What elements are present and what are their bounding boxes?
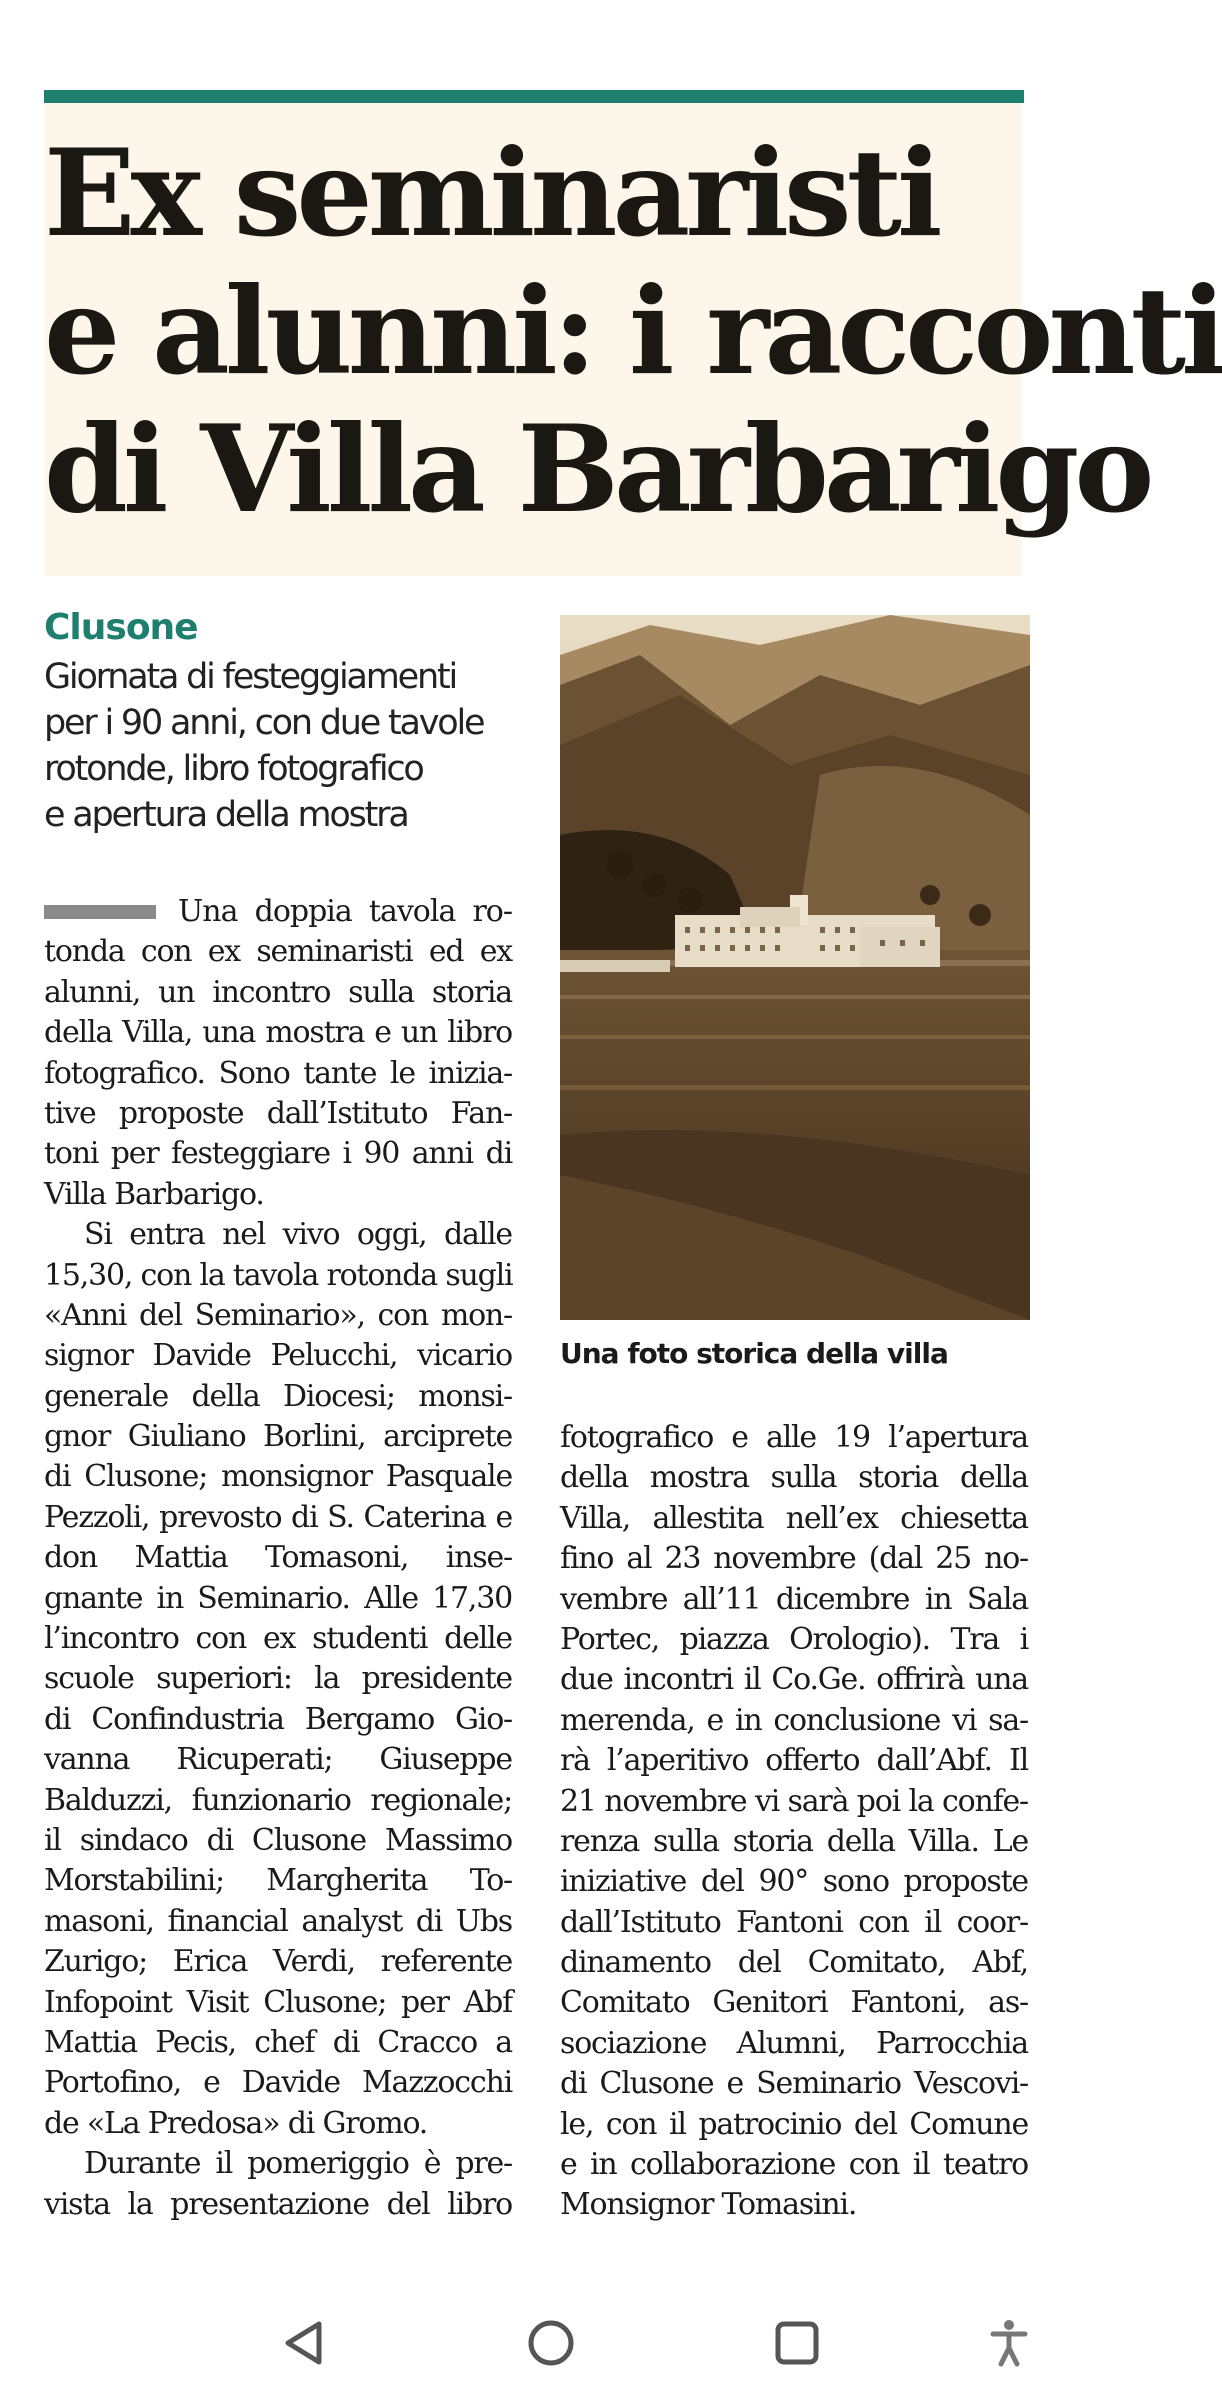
body-line: vanna Ricuperati; Giuseppe bbox=[44, 1742, 512, 1778]
body-line: le, con il patrocinio del Comune bbox=[560, 2106, 1028, 2142]
lead-line: Una doppia tavola ro- bbox=[44, 892, 512, 932]
body-line: della mostra sulla storia della bbox=[560, 1460, 1028, 1496]
subtitle-line: per i 90 anni, con due tavole bbox=[44, 703, 484, 743]
body-line: dinamento del Comitato, Abf, bbox=[560, 1945, 1028, 1981]
body-line: della Villa, una mostra e un libro bbox=[44, 1015, 512, 1051]
body-line: rà l’aperitivo offerto dall’Abf. Il bbox=[560, 1743, 1028, 1779]
body-line: Comitato Genitori Fantoni, as- bbox=[560, 1985, 1028, 2021]
body-line: di Confindustria Bergamo Gio- bbox=[44, 1701, 512, 1737]
header-accent-bar bbox=[44, 90, 1024, 103]
headline-line: Ex seminaristi bbox=[44, 123, 938, 264]
body-line: iniziative del 90° sono proposte bbox=[560, 1864, 1028, 1900]
body-line: il sindaco di Clusone Massimo bbox=[44, 1822, 512, 1858]
body-line: fino al 23 novembre (dal 25 no- bbox=[560, 1541, 1028, 1577]
body-line: e in collaborazione con il teatro bbox=[560, 2147, 1028, 2183]
photo-caption: Una foto storica della villa bbox=[560, 1337, 948, 1370]
body-column-right bbox=[560, 1418, 1028, 2226]
body-line: don Mattia Tomasoni, inse- bbox=[44, 1540, 512, 1576]
body-line: di Clusone e Seminario Vescovi- bbox=[560, 2066, 1028, 2102]
article-headline bbox=[44, 123, 1222, 540]
body-line: sociazione Alumni, Parrocchia bbox=[560, 2025, 1028, 2061]
body-line: Villa Barbarigo. bbox=[44, 1176, 264, 1212]
body-line: Zurigo; Erica Verdi, referente bbox=[44, 1944, 512, 1980]
back-triangle-icon[interactable] bbox=[268, 2308, 338, 2378]
body-line: Villa, allestita nell’ex chiesetta bbox=[560, 1500, 1028, 1536]
recents-square-icon[interactable] bbox=[762, 2308, 832, 2378]
body-line: Portec, piazza Orologio). Tra i bbox=[560, 1621, 1028, 1657]
body-line: 21 novembre vi sarà poi la confe- bbox=[560, 1783, 1028, 1819]
body-line: masoni, financial analyst di Ubs bbox=[44, 1903, 512, 1939]
body-line: Morstabilini; Margherita To- bbox=[44, 1863, 512, 1899]
body-line: tonda con ex seminaristi ed ex bbox=[44, 934, 512, 970]
body-line: tive proposte dall’Istituto Fan- bbox=[44, 1095, 512, 1131]
body-line: Si entra nel vivo oggi, dalle bbox=[84, 1217, 512, 1253]
historic-villa-photo bbox=[560, 615, 1030, 1320]
article-subtitle bbox=[44, 654, 514, 838]
body-line: 15,30, con la tavola rotonda sugli bbox=[44, 1257, 513, 1293]
body-line: due incontri il Co.Ge. offrirà una bbox=[560, 1662, 1028, 1698]
body-line: Portofino, e Davide Mazzocchi bbox=[44, 2065, 512, 2101]
body-line: alunni, un incontro sulla storia bbox=[44, 974, 512, 1010]
body-line: vembre all’11 dicembre in Sala bbox=[560, 1581, 1028, 1617]
body-line: Mattia Pecis, chef di Cracco a bbox=[44, 2024, 512, 2060]
body-line: fotografico. Sono tante le inizia- bbox=[44, 1055, 512, 1091]
body-line: dall’Istituto Fantoni con il coor- bbox=[560, 1904, 1028, 1940]
location-kicker: Clusone bbox=[44, 607, 198, 648]
subtitle-line: Giornata di festeggiamenti bbox=[44, 657, 457, 697]
home-circle-icon[interactable] bbox=[516, 2308, 586, 2378]
body-line: Monsignor Tomasini. bbox=[560, 2187, 857, 2223]
system-navigation-bar bbox=[0, 2290, 1080, 2400]
body-line: generale della Diocesi; monsi- bbox=[44, 1378, 512, 1414]
body-line: Infopoint Visit Clusone; per Abf bbox=[44, 1984, 512, 2020]
body-line: gnante in Seminario. Alle 17,30 bbox=[44, 1580, 512, 1616]
accessibility-person-icon[interactable] bbox=[974, 2308, 1044, 2378]
lead-bar-icon bbox=[44, 905, 156, 919]
body-line: merenda, e in conclusione vi sa- bbox=[560, 1702, 1028, 1738]
subtitle-line: e apertura della mostra bbox=[44, 795, 408, 835]
body-line: signor Davide Pelucchi, vicario bbox=[44, 1338, 512, 1374]
body-line: Durante il pomeriggio è pre- bbox=[84, 2146, 512, 2182]
body-line: toni per festeggiare i 90 anni di bbox=[44, 1136, 512, 1172]
subtitle-line: rotonde, libro fotografico bbox=[44, 749, 423, 789]
body-line: gnor Giuliano Borlini, arciprete bbox=[44, 1419, 512, 1455]
body-column-left bbox=[44, 892, 512, 2225]
body-line: Balduzzi, funzionario regionale; bbox=[44, 1782, 512, 1818]
body-line: di Clusone; monsignor Pasquale bbox=[44, 1459, 512, 1495]
body-line: vista la presentazione del libro bbox=[44, 2186, 512, 2222]
body-line: «Anni del Seminario», con mon- bbox=[44, 1297, 512, 1333]
headline-line: e alunni: i racconti bbox=[44, 261, 1222, 402]
body-line: l’incontro con ex studenti delle bbox=[44, 1621, 512, 1657]
body-line: de «La Predosa» di Gromo. bbox=[44, 2105, 428, 2141]
body-line: Pezzoli, prevosto di S. Caterina e bbox=[44, 1499, 512, 1535]
body-line: fotografico e alle 19 l’apertura bbox=[560, 1420, 1028, 1455]
body-line: scuole superiori: la presidente bbox=[44, 1661, 512, 1697]
body-line: renza sulla storia della Villa. Le bbox=[560, 1823, 1028, 1859]
headline-line: di Villa Barbarigo bbox=[44, 399, 1150, 540]
